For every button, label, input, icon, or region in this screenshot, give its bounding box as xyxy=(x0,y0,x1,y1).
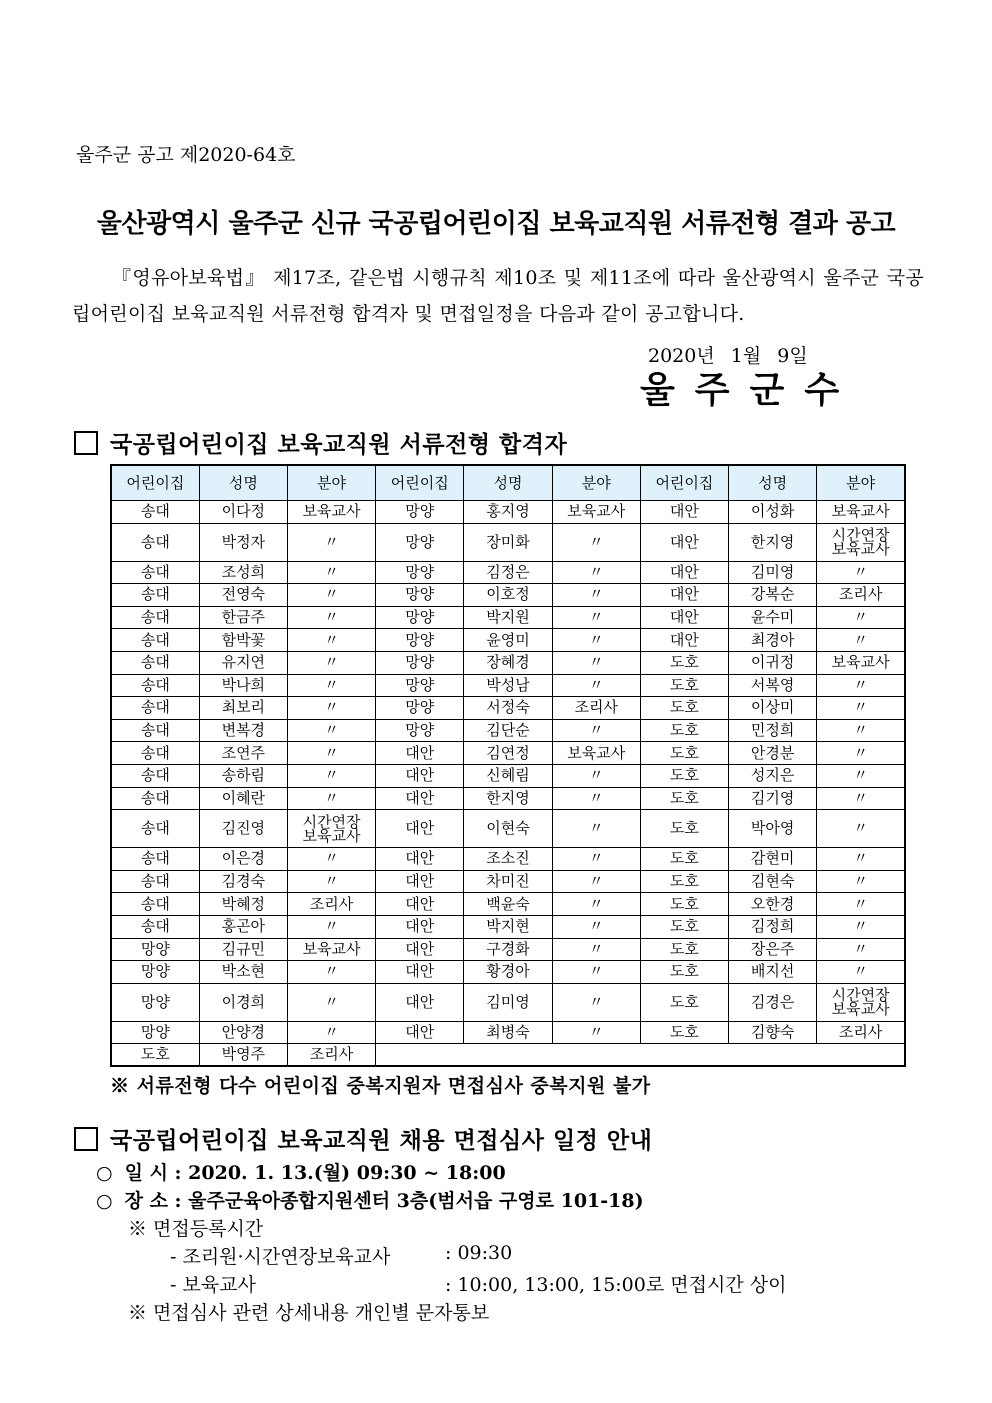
table-cell: 시간연장 보육교사 xyxy=(817,523,905,561)
table-cell: 대안 xyxy=(640,501,728,524)
table-cell: 김정희 xyxy=(729,915,817,938)
table-cell: 김미영 xyxy=(464,983,552,1021)
column-header: 성명 xyxy=(729,465,817,501)
table-row xyxy=(111,523,905,561)
table-cell: 망양 xyxy=(376,561,464,584)
table-cell: 김경숙 xyxy=(199,870,287,893)
table-cell: 이혜란 xyxy=(199,787,287,810)
table-cell: 송대 xyxy=(111,787,199,810)
table-cell: 망양 xyxy=(111,1021,199,1044)
registration-item-cook xyxy=(170,1242,513,1269)
table-cell: 유지연 xyxy=(199,651,287,674)
table-cell: 〃 xyxy=(287,848,375,871)
table-cell: 도호 xyxy=(111,1044,199,1067)
table-cell: 보육교사 xyxy=(817,651,905,674)
table-cell: 송하림 xyxy=(199,764,287,787)
registration-item-value: : 10:00, 13:00, 15:00로 면접시간 상이 xyxy=(445,1274,787,1296)
table-cell: 〃 xyxy=(552,764,640,787)
table-row xyxy=(111,764,905,787)
table-cell: 〃 xyxy=(552,1021,640,1044)
notice-number: 울주군 공고 제2020-64호 xyxy=(76,144,296,166)
table-cell: 도호 xyxy=(640,787,728,810)
table-cell: 망양 xyxy=(376,501,464,524)
table-cell: 〃 xyxy=(552,961,640,984)
table-cell: 대안 xyxy=(376,787,464,810)
table-row xyxy=(111,584,905,607)
table-cell: 한금주 xyxy=(199,606,287,629)
table-cell: 송대 xyxy=(111,870,199,893)
table-cell: 강복순 xyxy=(729,584,817,607)
table-cell: 서정숙 xyxy=(464,697,552,720)
table-cell: 송대 xyxy=(111,561,199,584)
table-cell: 〃 xyxy=(817,961,905,984)
table-cell: 도호 xyxy=(640,893,728,916)
table-cell: 오한경 xyxy=(729,893,817,916)
table-cell: 이상미 xyxy=(729,697,817,720)
table-cell: 보육교사 xyxy=(552,742,640,765)
section-heading-results xyxy=(74,426,567,459)
table-cell: 〃 xyxy=(552,561,640,584)
table-cell: 〃 xyxy=(817,848,905,871)
table-cell: 최병숙 xyxy=(464,1021,552,1044)
section-heading-schedule xyxy=(74,1122,652,1155)
table-row xyxy=(111,810,905,848)
table-cell: 도호 xyxy=(640,719,728,742)
table-cell: 〃 xyxy=(287,719,375,742)
table-cell: 망양 xyxy=(111,961,199,984)
table-cell: 이호정 xyxy=(464,584,552,607)
place-label: 장 소 : xyxy=(124,1190,182,1212)
table-cell: 송대 xyxy=(111,584,199,607)
results-table xyxy=(110,464,906,1067)
table-cell: 송대 xyxy=(111,764,199,787)
table-cell: 망양 xyxy=(376,697,464,720)
table-cell: 도호 xyxy=(640,961,728,984)
table-cell: 〃 xyxy=(552,674,640,697)
table-cell: 송대 xyxy=(111,674,199,697)
section-heading-schedule-text: 국공립어린이집 보육교직원 채용 면접심사 일정 안내 xyxy=(110,1127,653,1154)
table-cell: 〃 xyxy=(287,629,375,652)
place-value: 울주군육아종합지원센터 3층(범서읍 구영로 101-18) xyxy=(188,1190,644,1212)
table-cell: 대안 xyxy=(640,523,728,561)
column-header: 성명 xyxy=(199,465,287,501)
table-cell: 〃 xyxy=(817,606,905,629)
table-cell: 이현숙 xyxy=(464,810,552,848)
circle-bullet-icon: ○ xyxy=(96,1162,113,1184)
table-cell: 〃 xyxy=(552,787,640,810)
table-cell: 박정자 xyxy=(199,523,287,561)
notice-date: 2020년 1월 9일 xyxy=(648,345,808,367)
datetime-label: 일 시 : xyxy=(124,1162,182,1184)
table-cell: 송대 xyxy=(111,915,199,938)
table-cell: 최보리 xyxy=(199,697,287,720)
table-cell: 〃 xyxy=(287,606,375,629)
table-cell: 대안 xyxy=(640,561,728,584)
table-row xyxy=(111,787,905,810)
table-cell: 〃 xyxy=(287,764,375,787)
table-cell: 〃 xyxy=(552,938,640,961)
table-cell: 대안 xyxy=(640,606,728,629)
table-cell: 박소현 xyxy=(199,961,287,984)
table-cell: 〃 xyxy=(552,606,640,629)
table-cell: 조성희 xyxy=(199,561,287,584)
table-cell: 보육교사 xyxy=(287,938,375,961)
table-cell: 전영숙 xyxy=(199,584,287,607)
section-heading-results-text: 국공립어린이집 보육교직원 서류전형 합격자 xyxy=(110,431,568,458)
table-cell: 보육교사 xyxy=(817,501,905,524)
table-row xyxy=(111,1044,905,1067)
table-cell: 도호 xyxy=(640,983,728,1021)
table-cell: 이다정 xyxy=(199,501,287,524)
table-cell: 도호 xyxy=(640,764,728,787)
table-cell: 〃 xyxy=(552,870,640,893)
table-cell: 황경아 xyxy=(464,961,552,984)
table-cell: 〃 xyxy=(552,848,640,871)
table-cell: 조리사 xyxy=(287,1044,375,1067)
sms-footnote: ※ 면접심사 관련 상세내용 개인별 문자통보 xyxy=(128,1302,490,1324)
table-cell: 도호 xyxy=(640,697,728,720)
table-cell: 〃 xyxy=(817,938,905,961)
table-row xyxy=(111,651,905,674)
table-cell: 송대 xyxy=(111,629,199,652)
table-cell: 〃 xyxy=(552,629,640,652)
table-row xyxy=(111,983,905,1021)
table-row xyxy=(111,719,905,742)
table-cell: 〃 xyxy=(817,697,905,720)
table-cell: 조연주 xyxy=(199,742,287,765)
table-cell: 백윤숙 xyxy=(464,893,552,916)
table-cell: 〃 xyxy=(287,787,375,810)
table-cell: 한지영 xyxy=(729,523,817,561)
table-cell: 도호 xyxy=(640,651,728,674)
table-cell: 망양 xyxy=(376,584,464,607)
empty-cell xyxy=(376,1044,905,1067)
column-header: 분야 xyxy=(287,465,375,501)
table-cell: 조소진 xyxy=(464,848,552,871)
table-cell: 장은주 xyxy=(729,938,817,961)
table-cell: 조리사 xyxy=(817,1021,905,1044)
table-cell: 보육교사 xyxy=(552,501,640,524)
table-cell: 대안 xyxy=(376,983,464,1021)
registration-item-label: - 보육교사 xyxy=(170,1274,256,1296)
table-cell: 한지영 xyxy=(464,787,552,810)
table-cell: 김현숙 xyxy=(729,870,817,893)
table-cell: 송대 xyxy=(111,719,199,742)
column-header: 어린이집 xyxy=(376,465,464,501)
table-cell: 송대 xyxy=(111,606,199,629)
table-cell: 박지원 xyxy=(464,606,552,629)
table-cell: 민정희 xyxy=(729,719,817,742)
table-cell: 김미영 xyxy=(729,561,817,584)
table-cell: 조리사 xyxy=(287,893,375,916)
table-cell: 망양 xyxy=(111,938,199,961)
table-cell: 〃 xyxy=(287,742,375,765)
table-cell: 도호 xyxy=(640,870,728,893)
table-row xyxy=(111,870,905,893)
table-row xyxy=(111,742,905,765)
table-cell: 안양경 xyxy=(199,1021,287,1044)
table-cell: 망양 xyxy=(376,629,464,652)
table-cell: 도호 xyxy=(640,938,728,961)
datetime-value: 2020. 1. 13.(월) 09:30 ~ 18:00 xyxy=(188,1162,506,1184)
table-cell: 박지현 xyxy=(464,915,552,938)
schedule-place xyxy=(96,1186,644,1213)
table-cell: 대안 xyxy=(376,848,464,871)
table-cell: 조리사 xyxy=(552,697,640,720)
table-cell: 안경분 xyxy=(729,742,817,765)
table-cell: 망양 xyxy=(376,719,464,742)
table-row xyxy=(111,501,905,524)
table-row xyxy=(111,938,905,961)
circle-bullet-icon: ○ xyxy=(96,1190,113,1212)
table-cell: 〃 xyxy=(287,870,375,893)
table-row xyxy=(111,961,905,984)
table-cell: 김규민 xyxy=(199,938,287,961)
table-cell: 〃 xyxy=(817,742,905,765)
page-title: 울산광역시 울주군 신규 국공립어린이집 보육교직원 서류전형 결과 공고 xyxy=(96,209,896,239)
table-cell: 보육교사 xyxy=(287,501,375,524)
table-cell: 〃 xyxy=(552,915,640,938)
table-cell: 최경아 xyxy=(729,629,817,652)
table-cell: 김기영 xyxy=(729,787,817,810)
table-cell: 〃 xyxy=(552,523,640,561)
table-cell: 〃 xyxy=(287,674,375,697)
table-cell: 박나희 xyxy=(199,674,287,697)
table-cell: 박영주 xyxy=(199,1044,287,1067)
table-row xyxy=(111,629,905,652)
table-cell: 도호 xyxy=(640,848,728,871)
table-cell: 서복영 xyxy=(729,674,817,697)
column-header: 분야 xyxy=(552,465,640,501)
table-cell: 〃 xyxy=(817,561,905,584)
issuer-name: 울주군수 xyxy=(640,369,860,411)
table-cell: 장혜경 xyxy=(464,651,552,674)
table-row xyxy=(111,915,905,938)
table-cell: 대안 xyxy=(640,584,728,607)
table-cell: 송대 xyxy=(111,893,199,916)
table-cell: 조리사 xyxy=(817,584,905,607)
table-cell: 김정은 xyxy=(464,561,552,584)
column-header: 분야 xyxy=(817,465,905,501)
table-cell: 〃 xyxy=(287,983,375,1021)
table-cell: 송대 xyxy=(111,742,199,765)
table-cell: 시간연장 보육교사 xyxy=(287,810,375,848)
table-cell: 박성남 xyxy=(464,674,552,697)
table-cell: 도호 xyxy=(640,915,728,938)
table-cell: 송대 xyxy=(111,501,199,524)
table-cell: 송대 xyxy=(111,651,199,674)
table-cell: 대안 xyxy=(376,915,464,938)
table-cell: 망양 xyxy=(111,983,199,1021)
table-cell: 〃 xyxy=(817,764,905,787)
table-cell: 송대 xyxy=(111,848,199,871)
table-cell: 〃 xyxy=(552,810,640,848)
table-cell: 송대 xyxy=(111,697,199,720)
table-cell: 신혜림 xyxy=(464,764,552,787)
table-cell: 이귀정 xyxy=(729,651,817,674)
table-cell: 〃 xyxy=(552,983,640,1021)
schedule-datetime xyxy=(96,1158,506,1185)
table-cell: 김진영 xyxy=(199,810,287,848)
table-cell: 〃 xyxy=(287,523,375,561)
checkbox-square-icon xyxy=(74,1127,98,1151)
table-cell: 대안 xyxy=(376,893,464,916)
registration-title: ※ 면접등록시간 xyxy=(128,1218,264,1240)
table-cell: 대안 xyxy=(376,938,464,961)
table-cell: 〃 xyxy=(287,651,375,674)
table-header-row xyxy=(111,465,905,501)
table-row xyxy=(111,893,905,916)
table-cell: 시간연장 보육교사 xyxy=(817,983,905,1021)
table-cell: 도호 xyxy=(640,1021,728,1044)
table-cell: 도호 xyxy=(640,742,728,765)
table-cell: 대안 xyxy=(640,629,728,652)
table-cell: 대안 xyxy=(376,764,464,787)
column-header: 어린이집 xyxy=(111,465,199,501)
table-cell: 김경은 xyxy=(729,983,817,1021)
table-cell: 이은경 xyxy=(199,848,287,871)
table-cell: 〃 xyxy=(287,1021,375,1044)
table-cell: 이경희 xyxy=(199,983,287,1021)
table-cell: 도호 xyxy=(640,674,728,697)
table-cell: 윤영미 xyxy=(464,629,552,652)
table-cell: 배지선 xyxy=(729,961,817,984)
table-cell: 〃 xyxy=(817,810,905,848)
table-cell: 〃 xyxy=(552,584,640,607)
table-cell: 송대 xyxy=(111,523,199,561)
table-cell: 〃 xyxy=(287,697,375,720)
table-cell: 성지은 xyxy=(729,764,817,787)
table-row xyxy=(111,1021,905,1044)
table-cell: 대안 xyxy=(376,870,464,893)
table-cell: 김향숙 xyxy=(729,1021,817,1044)
table-cell: 〃 xyxy=(817,787,905,810)
table-cell: 김단순 xyxy=(464,719,552,742)
table-cell: 송대 xyxy=(111,810,199,848)
table-cell: 홍곤아 xyxy=(199,915,287,938)
registration-item-teacher xyxy=(170,1270,787,1297)
notice-body: 『영유아보육법』 제17조, 같은법 시행규칙 제10조 및 제11조에 따라 울산광역시 울주군 국공립어린이집 보육교직원 서류전형 합격자 및 면접일정을 다음과 같이 공고합니다. xyxy=(72,267,924,325)
table-cell: 〃 xyxy=(817,719,905,742)
table-cell: 김연정 xyxy=(464,742,552,765)
table-cell: 망양 xyxy=(376,674,464,697)
table-cell: 감현미 xyxy=(729,848,817,871)
table-row xyxy=(111,561,905,584)
table-row xyxy=(111,697,905,720)
table-cell: 이성화 xyxy=(729,501,817,524)
table-cell: 〃 xyxy=(552,719,640,742)
table-cell: 대안 xyxy=(376,742,464,765)
table-cell: 망양 xyxy=(376,651,464,674)
table-cell: 〃 xyxy=(817,915,905,938)
table-cell: 변복경 xyxy=(199,719,287,742)
table-cell: 구경화 xyxy=(464,938,552,961)
registration-item-label: - 조리원·시간연장보육교사 xyxy=(170,1246,391,1268)
table-cell: 〃 xyxy=(817,674,905,697)
registration-item-value: : 09:30 xyxy=(445,1242,513,1264)
results-table-body xyxy=(111,501,905,1067)
table-cell: 〃 xyxy=(817,870,905,893)
table-cell: 대안 xyxy=(376,961,464,984)
table-cell: 〃 xyxy=(287,561,375,584)
table-cell: 함박꽃 xyxy=(199,629,287,652)
checkbox-square-icon xyxy=(74,431,98,455)
table-cell: 홍지영 xyxy=(464,501,552,524)
duplicate-note: ※ 서류전형 다수 어린이집 중복지원자 면접심사 중복지원 불가 xyxy=(110,1075,651,1097)
column-header: 어린이집 xyxy=(640,465,728,501)
table-cell: 망양 xyxy=(376,606,464,629)
table-cell: 망양 xyxy=(376,523,464,561)
table-cell: 박혜정 xyxy=(199,893,287,916)
table-cell: 〃 xyxy=(817,893,905,916)
table-cell: 〃 xyxy=(552,893,640,916)
table-cell: 윤수미 xyxy=(729,606,817,629)
table-row xyxy=(111,848,905,871)
table-cell: 장미화 xyxy=(464,523,552,561)
table-cell: 〃 xyxy=(287,961,375,984)
table-cell: 〃 xyxy=(287,915,375,938)
table-cell: 〃 xyxy=(287,584,375,607)
table-cell: 〃 xyxy=(552,651,640,674)
table-cell: 박아영 xyxy=(729,810,817,848)
table-cell: 도호 xyxy=(640,810,728,848)
table-row xyxy=(111,606,905,629)
table-cell: 대안 xyxy=(376,810,464,848)
table-cell: 차미진 xyxy=(464,870,552,893)
column-header: 성명 xyxy=(464,465,552,501)
table-row xyxy=(111,674,905,697)
table-cell: 〃 xyxy=(817,629,905,652)
table-cell: 대안 xyxy=(376,1021,464,1044)
